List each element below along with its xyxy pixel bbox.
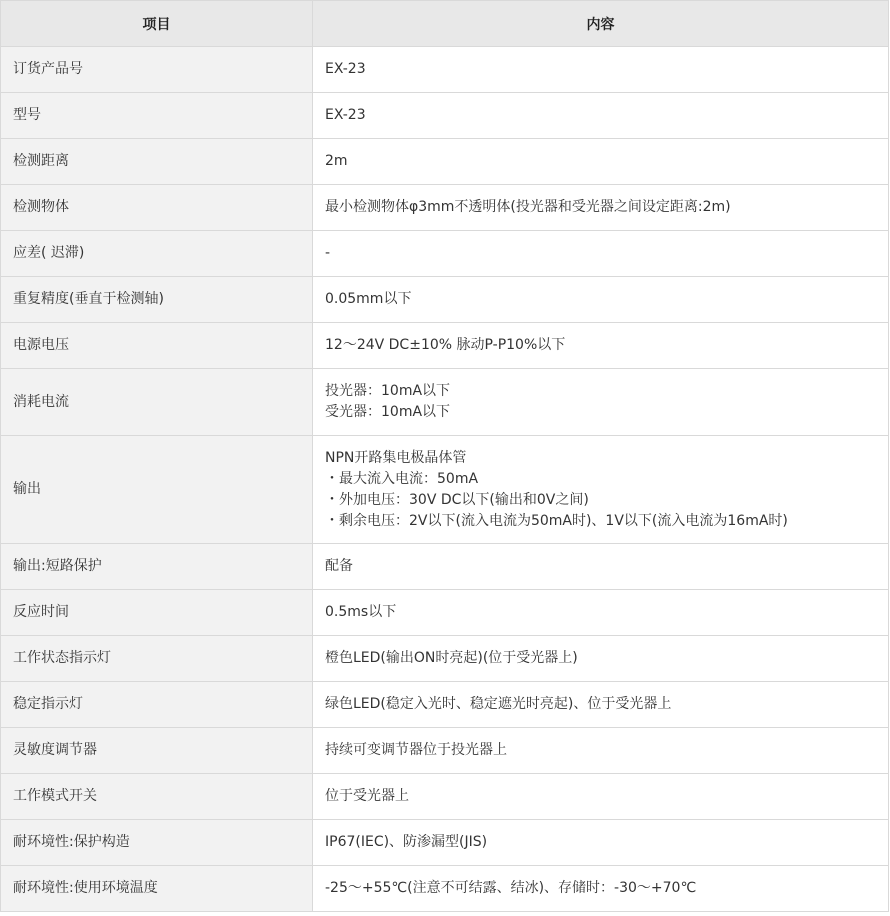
row-content [313,866,889,912]
row-content-line: 位于受光器上 [325,788,409,804]
row-item-label: 型号 [1,93,313,139]
row-item-label: 订货产品号 [1,47,313,93]
row-item-label: 工作模式开关 [1,774,313,820]
table-row [1,866,889,912]
row-content [313,231,889,277]
row-content-line: ・外加电压：30V DC以下(输出和0V之间) [325,491,589,508]
row-content [313,323,889,369]
row-content-line: 最小检测物体φ3mm不透明体(投光器和受光器之间设定距离:2m) [325,199,731,215]
row-item-label: 消耗电流 [1,369,313,436]
table-row [1,682,889,728]
row-item-label: 重复精度(垂直于检测轴) [1,277,313,323]
row-content-line: 绿色LED(稳定入光时、稳定遮光时亮起)、位于受光器上 [325,696,672,712]
spec-table-body [1,47,889,912]
row-content [313,47,889,93]
row-item-label: 耐环境性:保护构造 [1,820,313,866]
table-row [1,323,889,369]
row-content-line: 受光器：10mA以下 [325,404,451,420]
table-row [1,774,889,820]
row-content [313,277,889,323]
row-content [313,139,889,185]
row-content [313,93,889,139]
row-item-label: 输出:短路保护 [1,544,313,590]
row-content-line: 12～24V DC±10% 脉动P-P10%以下 [325,337,566,353]
row-content-line: NPN开路集电极晶体管 [325,449,467,466]
row-item-label: 输出 [1,436,313,544]
row-content [313,728,889,774]
row-item-label: 工作状态指示灯 [1,636,313,682]
table-row [1,590,889,636]
table-row [1,436,889,544]
table-row [1,369,889,436]
table-row [1,185,889,231]
row-content-line: 0.5ms以下 [325,604,397,620]
row-item-label: 检测物体 [1,185,313,231]
row-content-line: - [325,245,331,261]
row-content [313,590,889,636]
table-row [1,231,889,277]
table-row [1,636,889,682]
table-row [1,277,889,323]
table-row [1,820,889,866]
row-item-label: 反应时间 [1,590,313,636]
row-item-label: 稳定指示灯 [1,682,313,728]
row-content [313,636,889,682]
row-content-line: -25～+55℃(注意不可结露、结冰)、存储时：-30～+70℃ [325,880,697,896]
row-item-label: 检测距离 [1,139,313,185]
row-content-line: 配备 [325,558,353,574]
row-content-line: 2m [325,153,348,169]
row-item-label: 灵敏度调节器 [1,728,313,774]
row-item-label: 应差( 迟滞) [1,231,313,277]
row-content [313,185,889,231]
row-content [313,820,889,866]
header-item: 项目 [1,1,313,47]
row-content [313,436,889,544]
row-content-line: 0.05mm以下 [325,291,412,307]
row-content-line: 持续可变调节器位于投光器上 [325,742,507,758]
table-row [1,544,889,590]
row-content-line: ・最大流入电流：50mA [325,470,479,487]
row-content [313,682,889,728]
table-row [1,139,889,185]
header-content: 内容 [313,1,889,47]
row-item-label: 电源电压 [1,323,313,369]
row-content-line: 投光器：10mA以下 [325,383,451,399]
row-content-line: IP67(IEC)、防渗漏型(JIS) [325,834,488,850]
table-row [1,728,889,774]
row-content-line: EX-23 [325,107,366,123]
table-row [1,47,889,93]
row-content [313,774,889,820]
row-content [313,544,889,590]
table-row [1,93,889,139]
row-item-label: 耐环境性:使用环境温度 [1,866,313,912]
row-content-line: ・剩余电压：2V以下(流入电流为50mA时)、1V以下(流入电流为16mA时) [325,512,788,529]
row-content-line: EX-23 [325,61,366,77]
row-content [313,369,889,436]
row-content-line: 橙色LED(输出ON时亮起)(位于受光器上) [325,650,578,666]
table-header-row [1,1,889,47]
